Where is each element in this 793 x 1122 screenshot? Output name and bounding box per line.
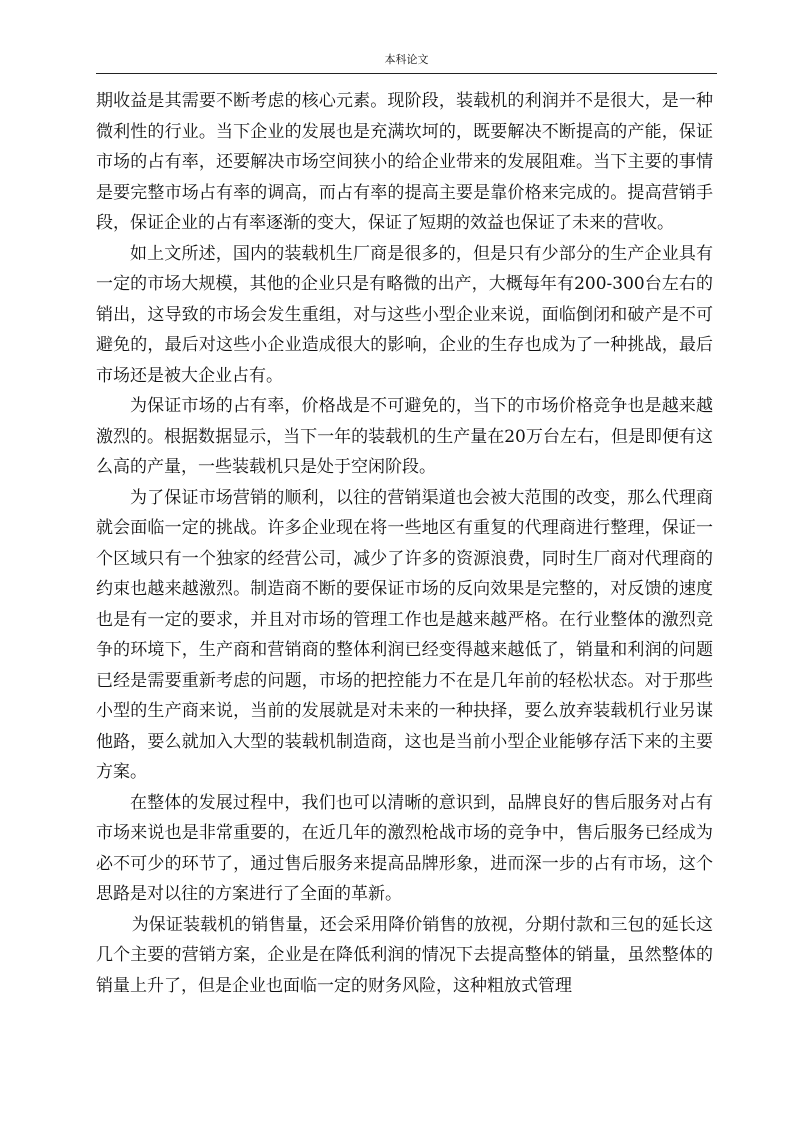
paragraph-price-war: 为保证市场的占有率，价格战是不可避免的，当下的市场价格竞争也是越来越激烈的。根据数据显示，当下一年的装载机的生产量在20万台左右，但是即便有这么高的产量，一些装载机只是处于空闲阶段。 xyxy=(96,396,713,477)
paragraph-manufacturers: 如上文所述，国内的装载机生厂商是很多的，但是只有少部分的生产企业具有一定的市场大规模，其他的企业只是有略微的出产，大概每年有200-300台左右的销出，这导致的市场会发生重组，对与这些小型企业来说，面临倒闭和破产是不可避免的，最后对这些小企业造成很大的影响，企业的生存也成为了一种挑战，最后市场还是被大企业占有。 xyxy=(96,243,713,386)
paragraph-channels: 为了保证市场营销的顺利，以往的营销渠道也会被大范围的改变，那么代理商就会面临一定的挑战。许多企业现在将一些地区有重复的代理商进行整理，保证一个区域只有一个独家的经营公司，减少了许多的资源浪费，同时生厂商对代理商的约束也越来越激烈。制造商不断的要保证市场的反向效果是完整的，对反馈的速度也是有一定的要求，并且对市场的管理工作也是越来越严格。在行业整体的激烈竞争的环境下，生产商和营销商的整体利润已经变得越来越低了，销量和利润的问题已经是需要重新考虑的问题，市场的把控能力不在是几年前的轻松状态。对于那些小型的生产商来说，当前的发展就是对未来的一种抉择，要么放弃装载机行业另谋他路，要么就加入大型的装载机制造商，这也是当前小型企业能够存活下来的主要方案。 xyxy=(96,487,713,782)
paragraph-continued: 期收益是其需要不断考虑的核心元素。现阶段，装载机的利润并不是很大，是一种微利性的行业。当下企业的发展也是充满坎坷的，既要解决不断提高的产能，保证市场的占有率，还要解决市场空间狭小的给企业带来的发展阻难。当下主要的事情是要完整市场占有率的调高，而占有率的提高主要是靠价格来完成的。提高营销手段，保证企业的占有率逐渐的变大，保证了短期的效益也保证了未来的营收。 xyxy=(96,91,713,233)
paragraph-after-sales: 在整体的发展过程中，我们也可以清晰的意识到，品牌良好的售后服务对占有市场来说也是非常重要的，在近几年的激烈枪战市场的竞争中，售后服务已经成为必不可少的环节了，通过售后服务来提高品牌形象，进而深一步的占有市场，这个思路是对以往的方案进行了全面的革新。 xyxy=(96,792,713,904)
body-text xyxy=(96,86,713,1001)
header-rule xyxy=(96,73,717,74)
paragraph-sales-strategy: 为保证装载机的销售量，还会采用降价销售的放视，分期付款和三包的延长这几个主要的营销方案，企业是在降低利润的情况下去提高整体的销量，虽然整体的销量上升了，但是企业也面临一定的财务风险，这种粗放式管理 xyxy=(96,914,713,996)
running-header: 本科论文 xyxy=(384,53,429,66)
